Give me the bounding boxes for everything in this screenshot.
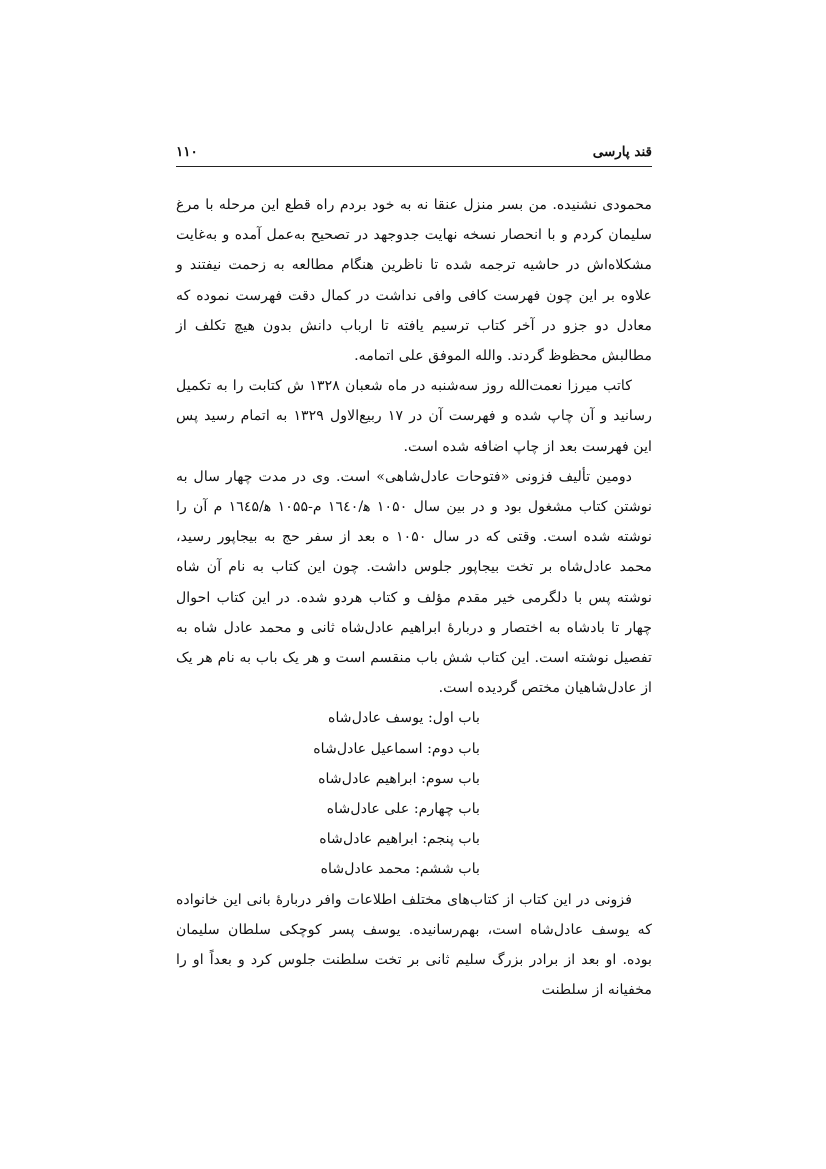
- running-header: [176, 140, 652, 167]
- paragraph-scribe-note: کاتب میرزا نعمت‌الله روز سه‌شنبه در ماه شعبان ۱۳۲۸ ش کتابت را به تکمیل رسانید و آن چاپ شده و فهرست آن در ۱۷ ربیع‌الاول ۱۳۲۹ به اتمام رسید پس این فهرست بعد از چاپ اضافه شده است.: [176, 378, 652, 455]
- paragraph-continuation: محمودی نشنیده. من بسر منزل عنقا نه به خود بردم راه قطع این مرحله با مرغ سلیمان کردم و با انحصار نسخه نهایت جدوجهد در تصحیح به‌عمل آمده و به‌غایت مشکلاه‌اش در حاشیه ترجمه شده تا ناظرین هنگام مطالعه به زحمت نیفتند و علاوه بر این چون فهرست کافی وافی نداشت در کمال دقت فهرست نموده که معادل دو جزو در آخر کتاب ترسیم یافته تا ارباب دانش بدون هیچ تکلف از مطالبش محظوظ گردند. والله الموفق علی اتمامه.: [176, 197, 652, 365]
- chapter-list: [176, 703, 652, 884]
- body-text: [176, 190, 652, 1005]
- chapter-item: باب سوم: ابراهیم عادل‌شاه: [318, 770, 480, 787]
- page-number: ۱۱۰: [176, 144, 198, 160]
- chapter-item: باب اول: یوسف عادل‌شاه: [328, 710, 480, 727]
- chapter-item: باب دوم: اسماعیل عادل‌شاه: [313, 740, 480, 757]
- paragraph-second-work: دومین تألیف فزونی «فتوحات عادل‌شاهی» است. وی در مدت چهار سال به نوشتن کتاب مشغول بود و در بین سال ۱۰۵۰ ه‍/۱٦٤۰ م-۱۰۵۵ ه‍/۱٦٤۵ م آن را نوشته شده است. وقتی که در سال ۱۰۵۰ ه بعد از سفر حج به بیجاپور رسید، محمد عادل‌شاه بر تخت بیجاپور جلوس داشت. چون این کتاب به نام آن شاه نوشته پس با دلگرمی خیر مقدم مؤلف و کتاب هردو شده. در این کتاب احوال چهار تا بادشاه به اختصار و دربارهٔ ابراهیم عادل‌شاه ثانی و محمد عادل شاه به تفصیل نوشته است. این کتاب شش باب منقسم است و هر یک باب به نام هر یک از عادل‌شاهیان مختص گردیده است.: [176, 468, 653, 697]
- paragraph-yusuf: فزونی در این کتاب از کتاب‌های مختلف اطلاعات وافر دربارهٔ بانی این خانواده که یوسف عادل‌شاه است، بهم‌رسانیده. یوسف پسر کوچکی سلطان سلیمان بوده. او بعد از برادر بزرگ سلیم ثانی بر تخت سلطنت جلوس کرد و بعداً او را مخفیانه از سلطنت: [176, 891, 652, 999]
- chapter-item: باب ششم: محمد عادل‌شاه: [320, 861, 480, 878]
- journal-title: قند پارسی: [592, 144, 652, 160]
- chapter-item: باب پنجم: ابراهیم عادل‌شاه: [319, 831, 480, 848]
- chapter-item: باب چهارم: علی عادل‌شاه: [326, 801, 480, 818]
